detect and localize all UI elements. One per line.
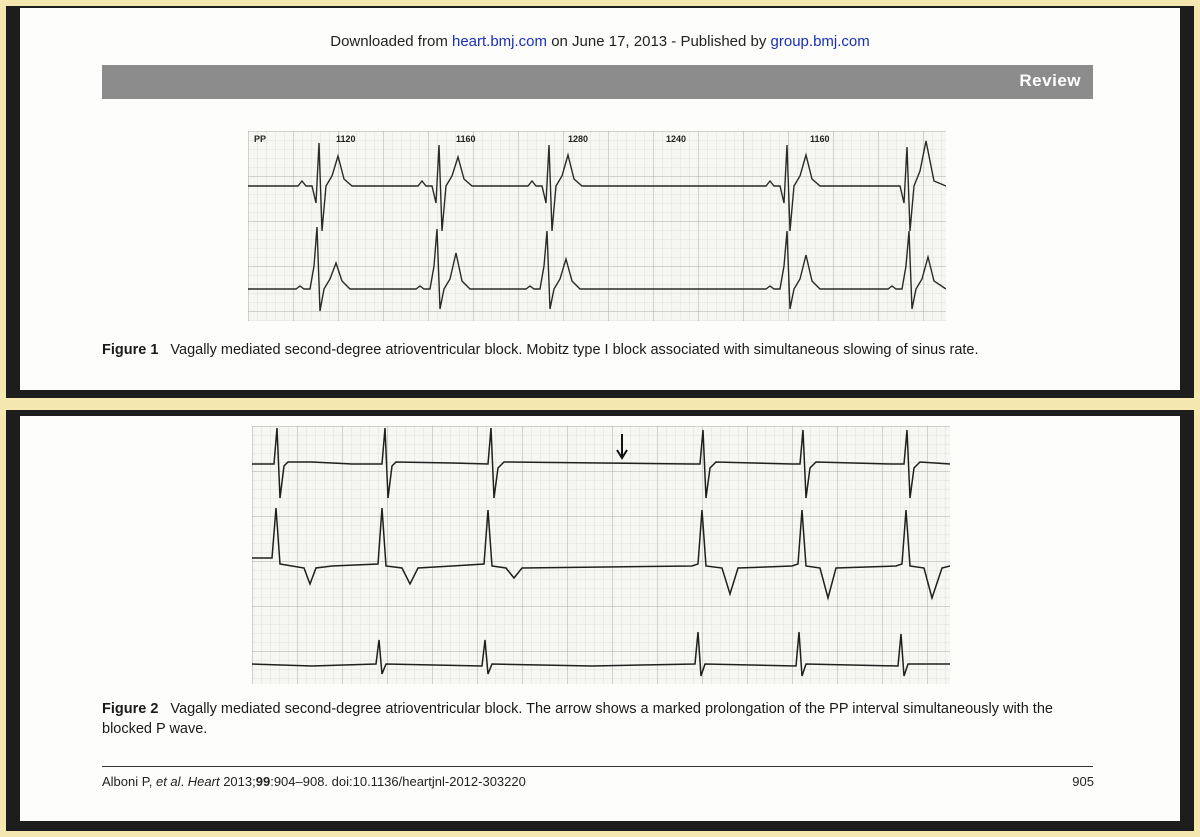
pp-label: PP xyxy=(254,134,267,144)
site-link[interactable]: heart.bmj.com xyxy=(451,33,548,50)
section-label: Review xyxy=(1019,71,1081,90)
ecg-grid xyxy=(248,131,946,321)
download-middle: on June 17, 2013 - Published by xyxy=(547,33,771,50)
figure1-caption-text: Vagally mediated second-degree atrioventricular block. Mobitz type I block associated with simultaneous slowing of sinus rate. xyxy=(170,342,979,358)
footer-rule xyxy=(102,766,1093,767)
page-top-frame xyxy=(6,6,1194,398)
page-top xyxy=(20,8,1180,390)
figure2-caption xyxy=(102,699,1094,739)
download-notice xyxy=(20,33,1180,50)
citation-sep: . xyxy=(180,774,188,789)
citation-author: Alboni P, xyxy=(102,774,156,789)
pp-interval: 1160 xyxy=(456,134,476,144)
citation xyxy=(102,774,526,789)
citation-year: 2013; xyxy=(219,774,256,789)
page-bottom xyxy=(20,416,1180,821)
figure2-ecg xyxy=(252,426,950,684)
figure1-caption xyxy=(102,340,1102,360)
figure1-ecg xyxy=(248,131,946,321)
download-prefix: Downloaded from xyxy=(330,33,452,50)
figure1-ecg-svg xyxy=(248,131,946,321)
publisher-link[interactable]: group.bmj.com xyxy=(770,33,870,50)
citation-etal: et al xyxy=(155,774,181,789)
figure1-label: Figure 1 xyxy=(102,342,159,358)
pp-interval: 1120 xyxy=(336,134,356,144)
page-number: 905 xyxy=(1072,774,1094,789)
pp-interval: 1240 xyxy=(666,134,687,144)
figure2-ecg-svg xyxy=(252,426,950,684)
citation-journal: Heart xyxy=(187,774,220,789)
figure2-label: Figure 2 xyxy=(102,701,159,717)
pp-interval: 1280 xyxy=(568,134,589,144)
citation-volume: 99 xyxy=(255,774,271,789)
pp-interval: 1160 xyxy=(810,134,830,144)
page-bottom-frame xyxy=(6,410,1194,831)
citation-pages: :904–908. doi:10.1136/heartjnl-2012-303220 xyxy=(270,774,526,789)
figure2-caption-text: Vagally mediated second-degree atrioventricular block. The arrow shows a marked prolongation of the PP interval simultaneously with the blocked P wave. xyxy=(102,701,1053,737)
section-bar xyxy=(102,65,1093,99)
